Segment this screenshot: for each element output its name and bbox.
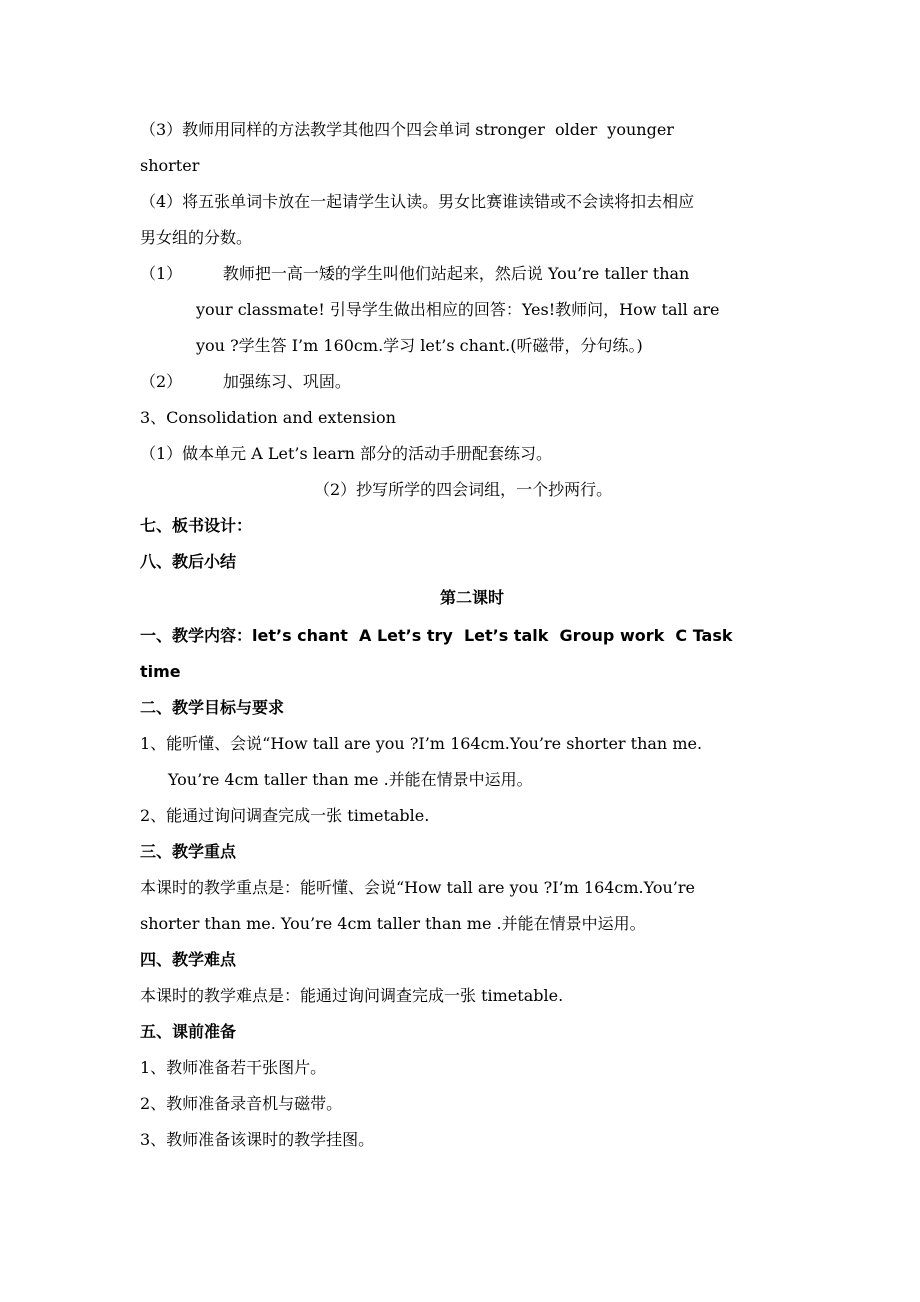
goal-1-line-2: You’re 4cm taller than me .并能在情景中运用。 bbox=[168, 770, 533, 789]
consolidation-2: （2）抄写所学的四会词组，一个抄两行。 bbox=[314, 480, 613, 499]
step-4-line-1: （4）将五张单词卡放在一起请学生认读。男女比赛谁读错或不会读将扣去相应 bbox=[140, 192, 695, 211]
teaching-content-line-2: time bbox=[140, 662, 181, 681]
step-3-line-2: shorter bbox=[140, 156, 200, 175]
lesson-2-title: 第二课时 bbox=[440, 588, 505, 607]
difficulties-line: 本课时的教学难点是：能通过询问调查完成一张 timetable. bbox=[140, 986, 564, 1005]
preparation-3: 3、教师准备该课时的教学挂图。 bbox=[140, 1130, 375, 1149]
key-points-line-2: shorter than me. You’re 4cm taller than me .并能在情景中运用。 bbox=[140, 914, 646, 933]
practice-1-line-3: you ?学生答 I’m 160cm.学习 let’s chant.(听磁带，分句练。) bbox=[196, 336, 643, 355]
difficulties-heading: 四、教学难点 bbox=[140, 950, 237, 969]
step-4-line-2: 男女组的分数。 bbox=[140, 228, 253, 247]
practice-2-line: （2） 加强练习、巩固。 bbox=[140, 372, 351, 391]
step-3-line-1: （3）教师用同样的方法教学其他四个四会单词 stronger older younger bbox=[140, 120, 674, 139]
practice-1-line-1: （1） 教师把一高一矮的学生叫他们站起来，然后说 You’re taller than bbox=[140, 264, 690, 283]
preparation-heading: 五、课前准备 bbox=[140, 1022, 237, 1041]
preparation-1: 1、教师准备若干张图片。 bbox=[140, 1058, 327, 1077]
consolidation-1: （1）做本单元 A Let’s learn 部分的活动手册配套练习。 bbox=[140, 444, 552, 463]
teaching-content-line-1: 一、教学内容：let’s chant A Let’s try Let’s talk Group work C Task bbox=[140, 626, 733, 645]
section-8-heading: 八、教后小结 bbox=[140, 552, 237, 571]
goals-heading: 二、教学目标与要求 bbox=[140, 698, 285, 717]
key-points-heading: 三、教学重点 bbox=[140, 842, 237, 861]
key-points-line-1: 本课时的教学重点是：能听懂、会说“How tall are you ?I’m 164cm.You’re bbox=[140, 878, 695, 897]
practice-1-line-2: your classmate! 引导学生做出相应的回答：Yes!教师问，How tall are bbox=[196, 300, 720, 319]
preparation-2: 2、教师准备录音机与磁带。 bbox=[140, 1094, 343, 1113]
goal-1-line-1: 1、能听懂、会说“How tall are you ?I’m 164cm.You’re shorter than me. bbox=[140, 734, 703, 753]
goal-2: 2、能通过询问调查完成一张 timetable. bbox=[140, 806, 430, 825]
consolidation-heading: 3、Consolidation and extension bbox=[140, 408, 396, 427]
section-7-heading: 七、板书设计： bbox=[140, 516, 253, 535]
